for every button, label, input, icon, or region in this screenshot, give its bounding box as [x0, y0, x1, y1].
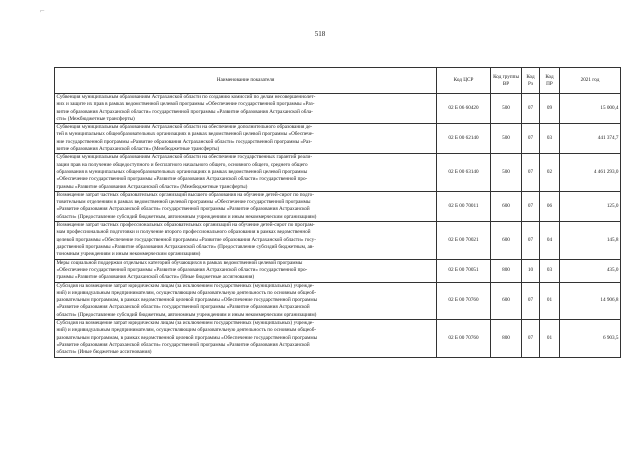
row-rz: 07	[522, 124, 540, 154]
row-csr: 02 Б 06 60420	[437, 94, 491, 124]
row-amount: 14 906,8	[560, 282, 621, 320]
row-pr: 03	[540, 124, 560, 154]
row-amount: 6 903,5	[560, 320, 621, 358]
table-row	[55, 259, 621, 282]
row-amount: 125,0	[560, 191, 621, 221]
row-pr: 01	[540, 320, 560, 358]
budget-table	[54, 67, 621, 358]
row-vr: 600	[491, 282, 522, 320]
row-csr: 02 Б 00 62140	[437, 124, 491, 154]
header-csr: Код ЦСР	[437, 68, 491, 94]
row-name: Субсидия на возмещение затрат юридическим лицам (за исключением государственных (муниципальных) учрежде- ний) и индивидуальным предпринимателям, осуществляющим образовательную деятельность по основным общеоб- разовательным программам, в рамках ведомственной целевой программы «Обеспечение государственной программы «Развитие образования Астраханской области» государственной программы «Развитие образования Астраханской области» (Предоставление субсидий бюджетным, автономным учреждениям и иным некоммерческим организациям)	[55, 282, 437, 320]
row-amount: 435,0	[560, 259, 621, 282]
row-csr: 02 Б 00 70011	[437, 191, 491, 221]
row-name: Субсидия на возмещение затрат юридическим лицам (за исключением государственных (муниципальных) учрежде- ний) и индивидуальным предпринимателям, осуществляющим образовательную деятельность по основным общеоб- разовательным программам, в рамках ведомственной целевой программы «Обеспечение государственной программы «Развитие образования Астраханской области» государственной программы «Развитие образования Астраханской области» (Иные бюджетные ассигнования)	[55, 320, 437, 358]
row-amount: 145,8	[560, 222, 621, 260]
row-vr: 600	[491, 222, 522, 260]
row-rz: 07	[522, 320, 540, 358]
row-pr: 04	[540, 222, 560, 260]
row-name: Субвенция муниципальным образованиям Астраханской области на обеспечение государственных гарантий реали- зации прав на получение общедоступного и бесплатного начального общего, основного общего, среднего общего образования в муниципальных общеобразовательных организациях в рамках ведомственной целевой программы «Обеспечение государственной программы «Развитие образования Астраханской области» государственной про- граммы «Развитие образования Астраханской области» (Межбюджетные трансферты)	[55, 154, 437, 192]
row-rz: 07	[522, 154, 540, 192]
row-vr: 600	[491, 191, 522, 221]
row-pr: 09	[540, 94, 560, 124]
row-amount: 15 000,4	[560, 94, 621, 124]
row-rz: 07	[522, 94, 540, 124]
row-csr: 02 Б 00 70760	[437, 320, 491, 358]
row-rz: 07	[522, 191, 540, 221]
header-year: 2021 год	[560, 68, 621, 94]
row-amount: 441 374,7	[560, 124, 621, 154]
row-name: Субвенция муниципальным образованиям Астраханской области по созданию комиссий по делам несовершеннолет- них и защите их прав в рамках ведомственной целевой программы «Обеспечение государственной программы «Раз- витие образования Астраханской области» государственной программы «Развитие образования Астраханской обла- сти» (Межбюджетные трансферты)	[55, 94, 437, 124]
row-name: Субвенция муниципальным образованиям Астраханской области на обеспечение дополнительного образования де- тей в муниципальных общеобразовательных организациях в рамках ведомственной целевой программы «Обеспече- ние государственной программы «Развитие образования Астраханской области» государственной программы «Раз- витие образования Астраханской области» (Межбюджетные трансферты)	[55, 124, 437, 154]
header-rz: Код Рз	[522, 68, 540, 94]
row-vr: 500	[491, 154, 522, 192]
row-name: Возмещение затрат частных профессиональных образовательных организаций на обучение детей-сирот по програм- мам профессиональной подготовки и получение второго профессионального образования в рамках ведомственной целевой программы «Обеспечение государственной программы «Развитие образования Астраханской области» госу- дарственной программы «Развитие образования Астраханской области» (Предоставление субсидий бюджетным, ав- тономным учреждениям и иным некоммерческим организациям)	[55, 222, 437, 260]
row-csr: 02 Б 00 70760	[437, 282, 491, 320]
row-rz: 07	[522, 222, 540, 260]
row-rz: 07	[522, 282, 540, 320]
row-csr: 02 Б 00 70021	[437, 222, 491, 260]
row-pr: 01	[540, 282, 560, 320]
row-name: Возмещение затрат частных образовательных организаций высшего образования на обучение детей-сирот по подго- товительным отделениям в рамках ведомственной целевой программы «Обеспечение государственной программы «Развитие образования Астраханской области» государственной программы «Развитие образования Астраханской области» (Предоставление субсидий бюджетным, автономным учреждениям и иным некоммерческим организациям)	[55, 191, 437, 221]
table-header-row	[55, 68, 621, 94]
row-amount: 4 461 293,0	[560, 154, 621, 192]
row-vr: 800	[491, 259, 522, 282]
row-pr: 06	[540, 191, 560, 221]
table-row	[55, 282, 621, 320]
table-row	[55, 320, 621, 358]
row-name: Меры социальной поддержки отдельных категорий обучающихся в рамках ведомственной целевой программы «Обеспечение государственной программы «Развитие образования Астраханской области» государственной про- граммы «Развитие образования Астраханской области» (Иные бюджетные ассигнования)	[55, 259, 437, 282]
scan-corner-mark: ⌐	[40, 6, 45, 15]
header-pr: Код ПР	[540, 68, 560, 94]
table-row	[55, 154, 621, 192]
page-number: 518	[314, 30, 326, 38]
table-row	[55, 94, 621, 124]
row-pr: 02	[540, 154, 560, 192]
table-row	[55, 191, 621, 221]
header-name: Наименование показателя	[55, 68, 437, 94]
row-csr: 02 Б 00 70051	[437, 259, 491, 282]
row-vr: 500	[491, 94, 522, 124]
row-csr: 02 Б 00 63140	[437, 154, 491, 192]
row-vr: 500	[491, 124, 522, 154]
row-rz: 10	[522, 259, 540, 282]
table-row	[55, 124, 621, 154]
row-pr: 03	[540, 259, 560, 282]
row-vr: 800	[491, 320, 522, 358]
header-vr: Код группы ВР	[491, 68, 522, 94]
table-row	[55, 222, 621, 260]
